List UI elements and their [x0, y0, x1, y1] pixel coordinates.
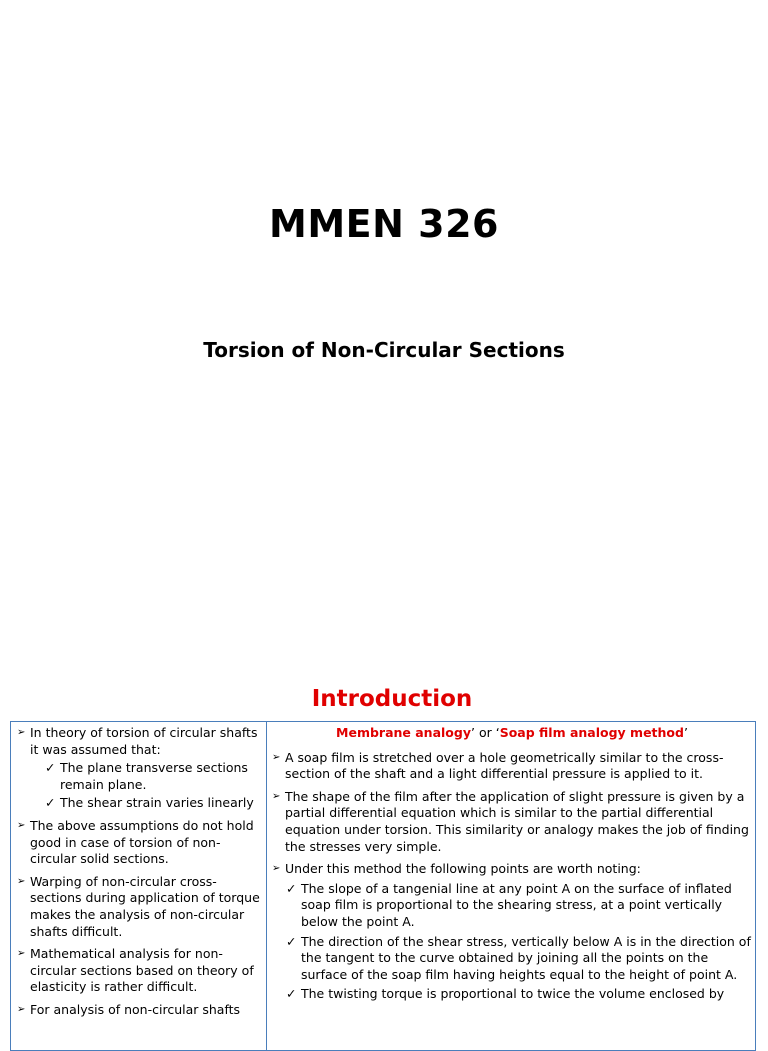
- column-divider: [266, 722, 267, 1050]
- or-label: or: [474, 725, 496, 740]
- arrow-bullet-icon: ➢: [272, 790, 281, 802]
- sub-list-item: [286, 934, 752, 984]
- check-icon: ✓: [286, 933, 297, 949]
- bullet-text: Mathematical analysis for non-circular sections based on theory of elasticity is rather difficult.: [30, 946, 254, 995]
- sub-list-item: [286, 986, 752, 1003]
- arrow-bullet-icon: ➢: [272, 751, 281, 763]
- check-icon: ✓: [286, 986, 297, 1002]
- soap-film-label: Soap film analogy method: [499, 725, 684, 740]
- sub-bullet-text: The plane transverse sections remain plane.: [60, 760, 248, 792]
- bullet-text: A soap film is stretched over a hole geometrically similar to the cross-section of the shaft and a light differential pressure is applied to it.: [285, 749, 724, 782]
- check-icon: ✓: [45, 795, 56, 811]
- arrow-bullet-icon: ➢: [272, 863, 281, 875]
- left-column: [17, 725, 261, 1019]
- list-item: [17, 725, 261, 758]
- membrane-analogy-label: Membrane analogy: [336, 725, 471, 740]
- sub-bullet-text: The twisting torque is proportional to twice the volume enclosed by: [301, 986, 725, 1002]
- bullet-text: The above assumptions do not hold good in case of torsion of non-circular solid sections.: [30, 817, 254, 867]
- list-item: [17, 1002, 261, 1019]
- quote-mark: ’: [683, 725, 688, 740]
- arrow-bullet-icon: ➢: [17, 948, 26, 960]
- slide-subtitle: Torsion of Non-Circular Sections: [203, 338, 565, 362]
- check-icon: ✓: [45, 760, 56, 776]
- check-icon: ✓: [286, 880, 297, 896]
- sub-list-item: [286, 881, 752, 931]
- bullet-text: In theory of torsion of circular shafts it was assumed that:: [30, 725, 258, 757]
- quote-mark: ’: [471, 725, 475, 740]
- bullet-text: Under this method the following points are worth noting:: [285, 861, 641, 877]
- slide-title: MMEN 326: [269, 202, 499, 246]
- arrow-bullet-icon: ➢: [17, 727, 26, 738]
- bullet-text: Warping of non-circular cross-sections during application of torque makes the analysis of non-circular shafts difficult.: [30, 873, 260, 939]
- arrow-bullet-icon: ➢: [17, 1003, 26, 1015]
- sub-bullet-text: The slope of a tangenial line at any point A on the surface of inflated soap film is proportional to the shearing stress, at a point vertically below the point A.: [301, 880, 732, 929]
- sub-bullet-text: The direction of the shear stress, vertically below A is in the direction of the tangent to the curve obtained by joining all the points on the surface of the soap film having heights equal to the height of point A.: [301, 933, 751, 982]
- right-column-heading: [272, 725, 752, 742]
- sub-bullet-text: The shear strain varies linearly: [60, 795, 254, 811]
- section-heading: Introduction: [311, 686, 473, 712]
- bullet-text: For analysis of non-circular shafts: [30, 1001, 241, 1017]
- bullet-text: The shape of the film after the application of slight pressure is given by a partial differential equation which is similar to the partial differential equation under torsion. This similarity or analogy makes the job of finding the stresses very simple.: [285, 788, 749, 854]
- sub-list-item: [45, 760, 261, 793]
- arrow-bullet-icon: ➢: [17, 819, 26, 831]
- list-item: [272, 750, 752, 783]
- arrow-bullet-icon: ➢: [17, 875, 26, 887]
- quote-mark: ‘: [495, 725, 500, 740]
- list-item: [17, 874, 261, 940]
- list-item: [272, 789, 752, 855]
- content-table: [10, 721, 756, 1051]
- sub-list-item: [45, 795, 261, 812]
- right-column: [272, 725, 752, 1003]
- list-item: [17, 946, 261, 996]
- list-item: [272, 861, 752, 878]
- list-item: [17, 818, 261, 868]
